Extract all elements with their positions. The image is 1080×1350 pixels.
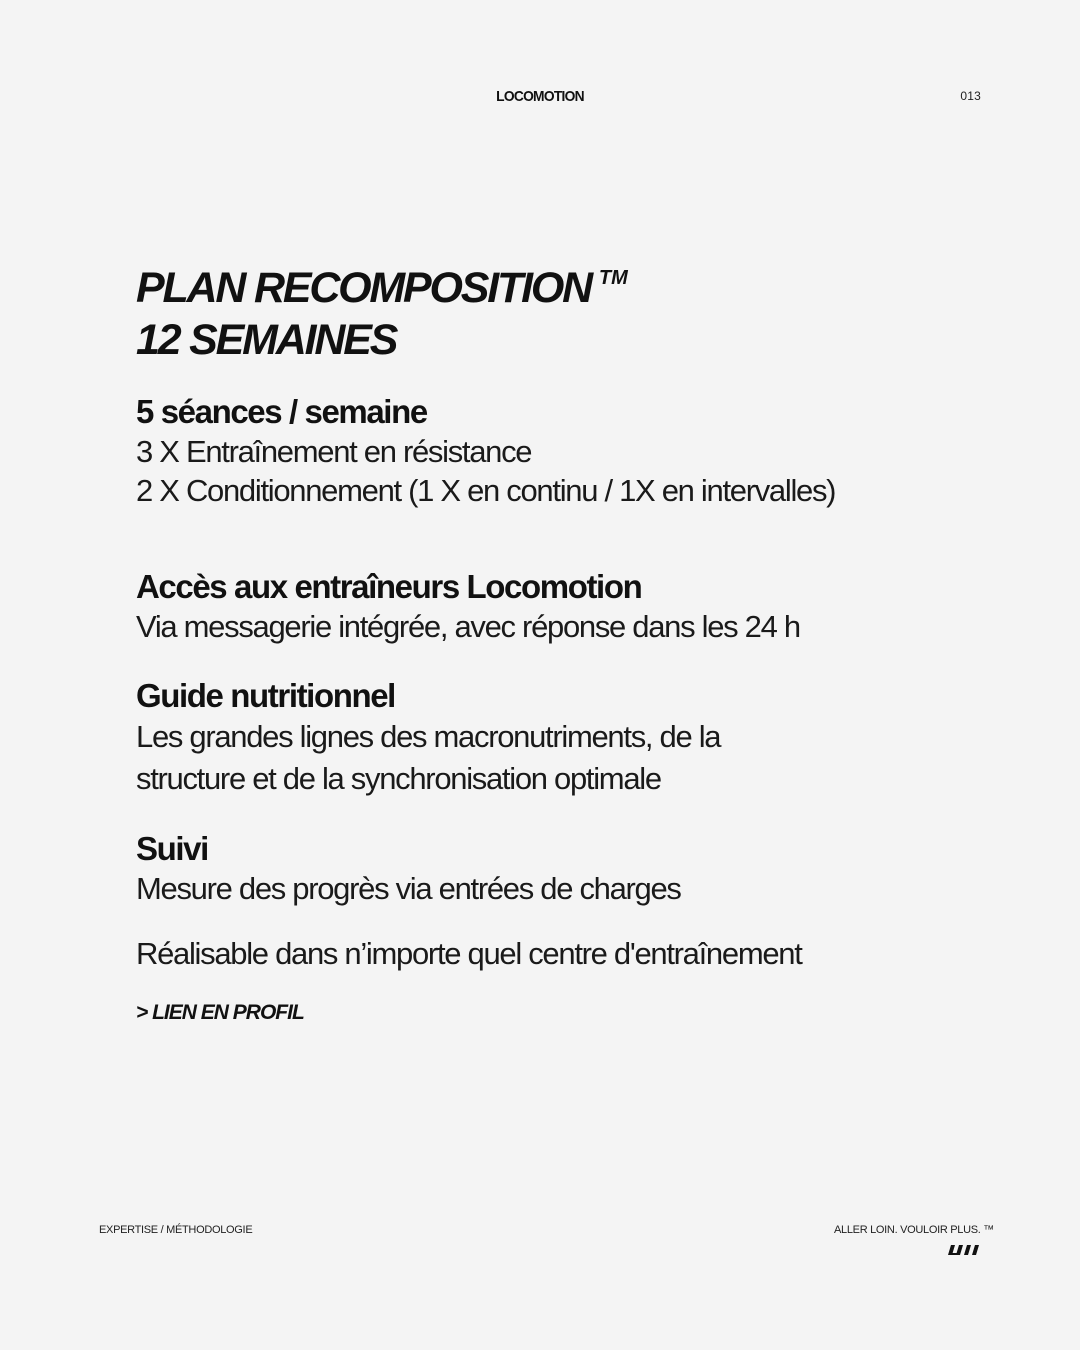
- any-gym-note: Réalisable dans n’importe quel centre d'entraînement: [136, 936, 802, 971]
- tracking-section: [136, 829, 956, 908]
- title-line-1: PLAN RECOMPOSITION: [136, 264, 591, 312]
- sessions-section: [136, 392, 956, 510]
- nutrition-guide-line-1: Les grandes lignes des macronutriments, de la: [136, 719, 721, 754]
- coach-access-heading: Accès aux entraîneurs Locomotion: [136, 568, 642, 605]
- profile-link[interactable]: > LIEN EN PROFIL: [136, 1001, 304, 1024]
- coach-access-text: Via messagerie intégrée, avec réponse dans les 24 h: [136, 609, 800, 644]
- trademark-mark: TM: [598, 267, 628, 289]
- nutrition-guide-section: [136, 676, 956, 800]
- page-number: 013: [960, 89, 981, 103]
- footer-tagline: ALLER LOIN. VOULOIR PLUS. ™: [833, 1224, 994, 1236]
- tracking-heading: Suivi: [136, 830, 208, 867]
- tracking-text: Mesure des progrès via entrées de charges: [136, 871, 681, 906]
- sessions-heading: 5 séances / semaine: [136, 393, 427, 430]
- sessions-line-1: 3 X Entraînement en résistance: [136, 434, 532, 469]
- coach-access-section: [136, 567, 956, 646]
- nutrition-guide-heading: Guide nutritionnel: [136, 677, 395, 714]
- page-title: [136, 252, 956, 366]
- nutrition-guide-line-2: structure et de la synchronisation optimale: [136, 761, 661, 796]
- footer-category: EXPERTISE / MÉTHODOLOGIE: [99, 1224, 253, 1236]
- brand-logo: LOCOMOTION: [496, 88, 584, 105]
- slash-marks-icon: [948, 1245, 982, 1255]
- main-content: [136, 252, 956, 1025]
- title-line-2: 12 SEMAINES: [136, 316, 397, 364]
- sessions-line-2: 2 X Conditionnement (1 X en continu / 1X en intervalles): [136, 473, 836, 508]
